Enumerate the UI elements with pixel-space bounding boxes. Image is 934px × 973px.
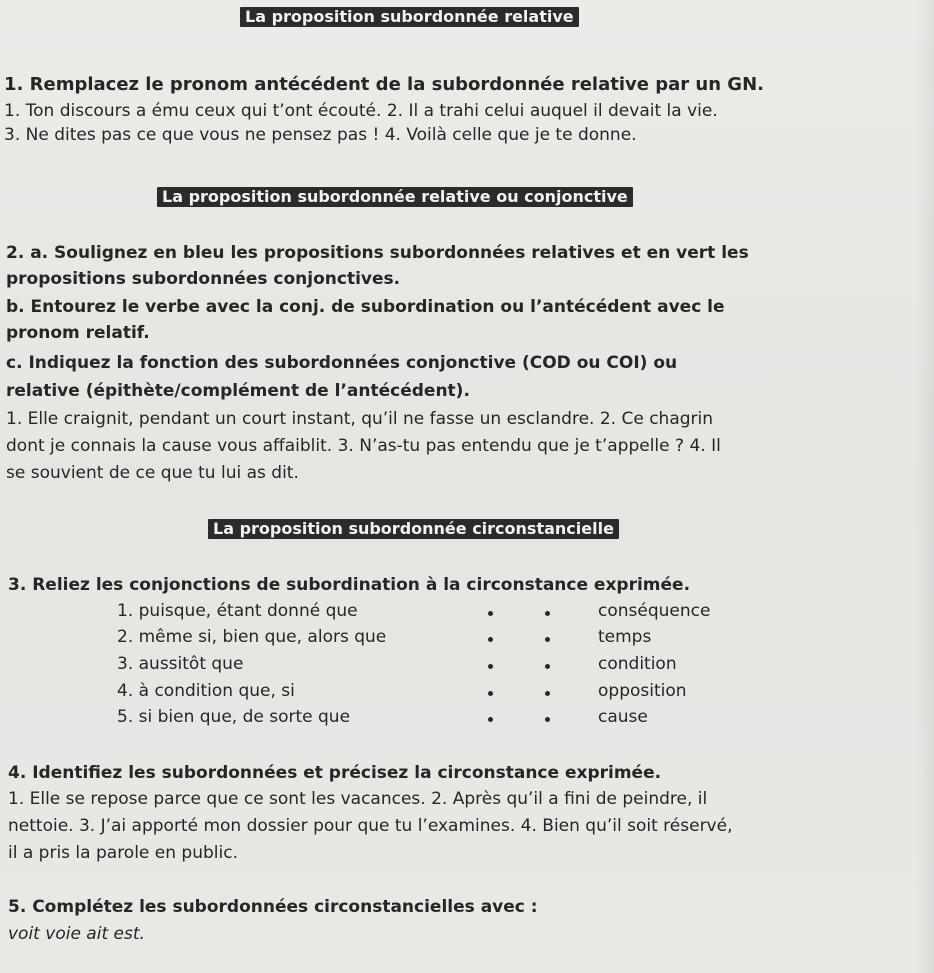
exercise-1-text-line: 1. Ton discours a ému ceux qui t’ont écouté. 2. Il a trahi celui auquel il devait la vie.	[4, 101, 718, 121]
exercise-3-title: 3. Reliez les conjonctions de subordination à la circonstance exprimée.	[8, 575, 691, 595]
exercise-2-text-line: se souvient de ce que tu lui as dit.	[6, 463, 299, 483]
circumstance-item: condition	[598, 654, 677, 674]
matching-row	[0, 600, 934, 622]
exercise-2-instruction-line: propositions subordonnées conjonctives.	[6, 269, 401, 289]
connector-dot	[545, 691, 550, 696]
matching-row	[0, 626, 934, 648]
circumstance-item: cause	[598, 707, 648, 727]
circumstance-item: temps	[598, 627, 652, 647]
section-banner-circumstantial: La proposition subordonnée circonstancielle	[208, 519, 619, 539]
exercise-4-title: 4. Identifiez les subordonnées et précisez la circonstance exprimée.	[8, 763, 662, 783]
conjunction-item: 2. même si, bien que, alors que	[117, 627, 387, 647]
conjunction-item: 5. si bien que, de sorte que	[117, 707, 351, 727]
exercise-2-instruction-line: c. Indiquez la fonction des subordonnées conjonctive (COD ou COI) ou	[6, 353, 678, 373]
exercise-4-text-line: 1. Elle se repose parce que ce sont les vacances. 2. Après qu’il a fini de peindre, il	[8, 789, 708, 809]
exercise-5-title: 5. Complétez les subordonnées circonstancielles avec :	[8, 897, 538, 917]
connector-dot	[545, 637, 550, 642]
exercise-2-instruction-line: relative (épithète/complément de l’antécédent).	[6, 381, 470, 401]
connector-dot	[488, 637, 493, 642]
connector-dot	[488, 664, 493, 669]
exercise-2-instruction-line: 2. a. Soulignez en bleu les propositions subordonnées relatives et en vert les	[6, 243, 749, 263]
exercise-4-text-line: il a pris la parole en public.	[8, 843, 238, 863]
section-banner-relative-or-conjunctive: La proposition subordonnée relative ou conjonctive	[157, 187, 633, 207]
exercise-1-title: 1. Remplacez le pronom antécédent de la subordonnée relative par un GN.	[4, 74, 764, 95]
matching-row	[0, 680, 934, 702]
exercise-1-text-line: 3. Ne dites pas ce que vous ne pensez pas ! 4. Voilà celle que je te donne.	[4, 125, 637, 145]
exercise-2-instruction-line: b. Entourez le verbe avec la conj. de subordination ou l’antécédent avec le	[6, 297, 725, 317]
exercise-2-instruction-line: pronom relatif.	[6, 323, 150, 343]
conjunction-item: 3. aussitôt que	[117, 654, 244, 674]
matching-row	[0, 653, 934, 675]
exercise-5-word-list: voit voie ait est.	[8, 924, 145, 944]
circumstance-item: opposition	[598, 681, 687, 701]
exercise-4-text-line: nettoie. 3. J’ai apporté mon dossier pour que tu l’examines. 4. Bien qu’il soit réservé,	[8, 816, 733, 836]
connector-dot	[545, 664, 550, 669]
connector-dot	[545, 611, 550, 616]
circumstance-item: conséquence	[598, 601, 711, 621]
conjunction-item: 1. puisque, étant donné que	[117, 601, 358, 621]
matching-row	[0, 706, 934, 728]
connector-dot	[488, 717, 493, 722]
page-edge-shadow	[916, 0, 934, 973]
exercise-2-text-line: dont je connais la cause vous affaiblit. 3. N’as-tu pas entendu que je t’appelle ? 4. Il	[6, 436, 721, 456]
section-banner-relative: La proposition subordonnée relative	[240, 7, 579, 27]
exercise-2-text-line: 1. Elle craignit, pendant un court instant, qu’il ne fasse un esclandre. 2. Ce chagrin	[6, 409, 714, 429]
connector-dot	[488, 611, 493, 616]
connector-dot	[545, 717, 550, 722]
connector-dot	[488, 691, 493, 696]
conjunction-item: 4. à condition que, si	[117, 681, 295, 701]
